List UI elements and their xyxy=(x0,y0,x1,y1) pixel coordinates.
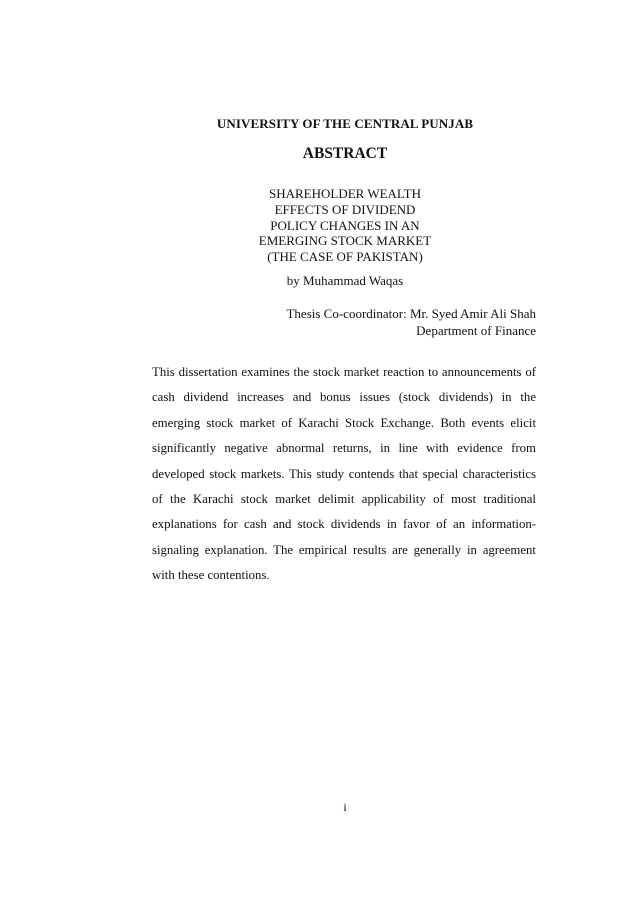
thesis-title-line: EMERGING STOCK MARKET xyxy=(258,233,432,249)
university-name: UNIVERSITY OF THE CENTRAL PUNJAB xyxy=(216,116,474,131)
coordinator-block xyxy=(286,305,536,339)
thesis-title xyxy=(0,186,638,265)
department-name: Department of Finance xyxy=(416,323,536,338)
thesis-title-line: EFFECTS OF DIVIDEND xyxy=(274,201,416,217)
page-number: i xyxy=(343,800,347,814)
coordinator-name: Thesis Co-coordinator: Mr. Syed Amir Ali Shah xyxy=(286,306,536,321)
abstract-heading: ABSTRACT xyxy=(302,145,388,162)
thesis-title-line: POLICY CHANGES IN AN xyxy=(270,217,420,233)
author-line: by Muhammad Waqas xyxy=(286,273,404,288)
abstract-paragraph: This dissertation examines the stock market reaction to announcements of cash dividend increases and bonus issues (stock dividends) in the emerging stock market of Karachi Stock Exchange. Both events elicit significantly negative abnormal returns, in line with evidence from developed stock markets. This study contends that special characteristics of the Karachi stock market delimit applicability of most traditional explanations for cash and stock dividends in favor of an information-signaling explanation. The empirical results are generally in agreement with these contentions. xyxy=(152,365,536,583)
thesis-title-line: (THE CASE OF PAKISTAN) xyxy=(267,249,423,265)
thesis-title-line: SHAREHOLDER WEALTH xyxy=(268,186,422,201)
